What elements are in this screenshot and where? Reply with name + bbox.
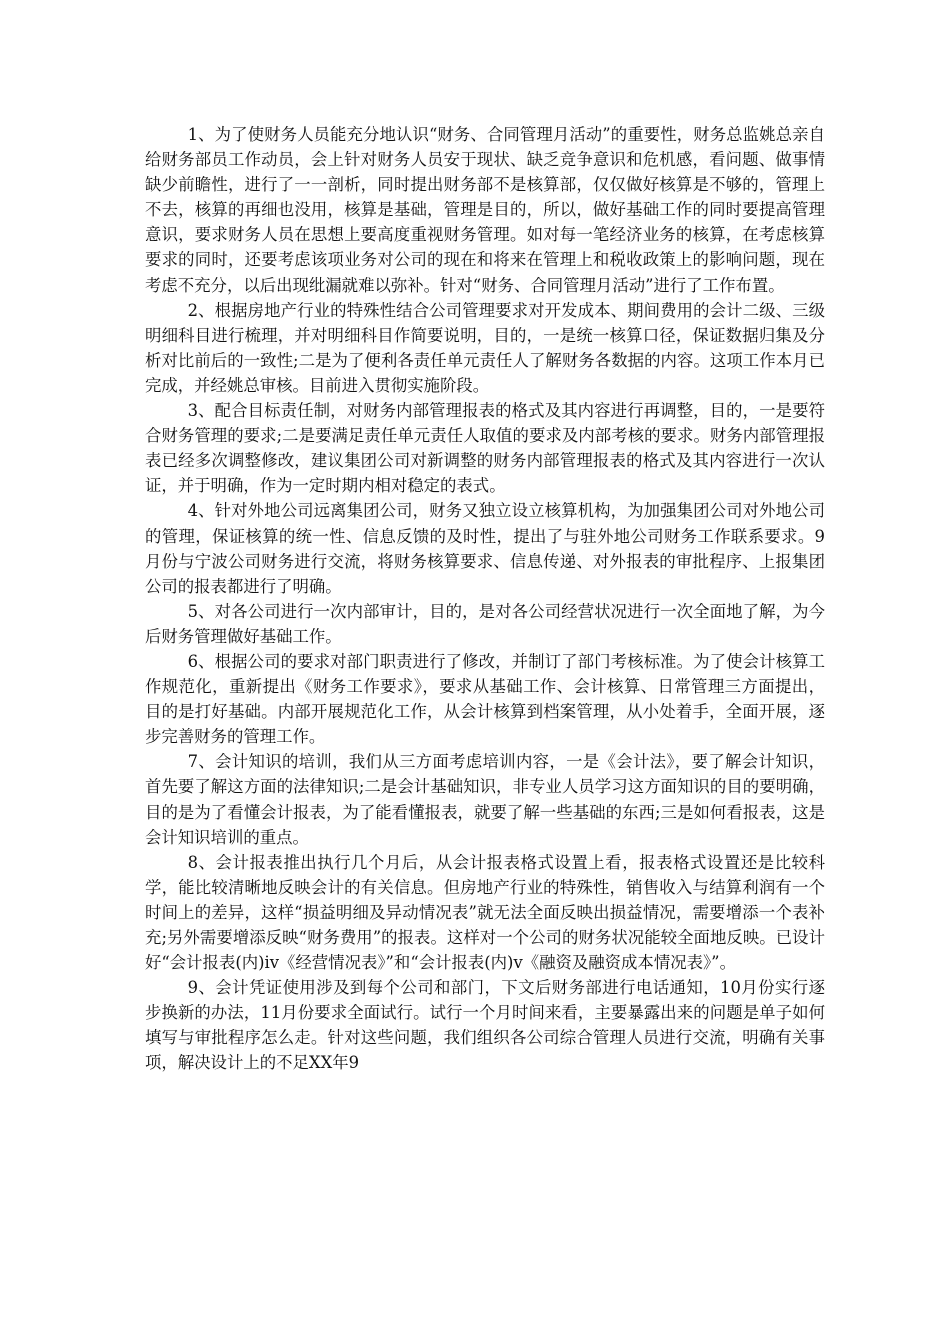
paragraph-6: 6、根据公司的要求对部门职责进行了修改，并制订了部门考核标准。为了使会计核算工作规范化，重新提出《财务工作要求》，要求从基础工作、会计核算、日常管理三方面提出，目的是打好基础。内部开展规范化工作，从会计核算到档案管理，从小处着手，全面开展，逐步完善财务的管理工作。 — [145, 651, 825, 747]
paragraph-3: 3、配合目标责任制，对财务内部管理报表的格式及其内容进行再调整，目的，一是要符合财务管理的要求;二是要满足责任单元责任人取值的要求及内部考核的要求。财务内部管理报表已经多次调整修改，建议集团公司对新调整的财务内部管理报表的格式及其内容进行一次认证，并于明确，作为一定时期内相对稳定的表式。 — [145, 401, 825, 496]
paragraph-1: 1、为了使财务人员能充分地认识“财务、合同管理月活动”的重要性，财务总监姚总亲自给财务部员工作动员，会上针对财务人员安于现状、缺乏竞争意识和危机感，看问题、做事情缺少前瞻性，进行了一一剖析，同时提出财务部不是核算部，仅仅做好核算是不够的，管理上不去，核算的再细也没用，核算是基础，管理是目的，所以，做好基础工作的同时要提高管理意识，要求财务人员在思想上要高度重视财务管理。如对每一笔经济业务的核算，在考虑核算要求的同时，还要考虑该项业务对公司的现在和将来在管理上和税收政策上的影响问题，现在考虑不充分，以后出现纰漏就难以弥补。针对“财务、合同管理月活动”进行了工作布置。 — [145, 125, 825, 295]
document-body — [145, 122, 825, 1076]
paragraph-2: 2、根据房地产行业的特殊性结合公司管理要求对开发成本、期间费用的会计二级、三级明细科目进行梳理，并对明细科目作简要说明，目的，一是统一核算口径，保证数据归集及分析对比前后的一致性;二是为了便利各责任单元责任人了解财务各数据的内容。这项工作本月已完成，并经姚总审核。目前进入贯彻实施阶段。 — [145, 300, 825, 395]
paragraph-7: 7、会计知识的培训，我们从三方面考虑培训内容，一是《会计法》，要了解会计知识，首先要了解这方面的法律知识;二是会计基础知识，非专业人员学习这方面知识的目的要明确，目的是为了看懂会计报表，为了能看懂报表，就要了解一些基础的东西;三是如何看报表，这是会计知识培训的重点。 — [145, 752, 825, 847]
paragraph-9: 9、会计凭证使用涉及到每个公司和部门，下文后财务部进行电话通知，10月份实行逐步换新的办法，11月份要求全面试行。试行一个月时间来看，主要暴露出来的问题是单子如何填写与审批程序怎么走。针对这些问题，我们组织各公司综合管理人员进行交流，明确有关事项，解决设计上的不足XX年9 — [145, 978, 825, 1073]
paragraph-5: 5、对各公司进行一次内部审计，目的，是对各公司经营状况进行一次全面地了解，为今后财务管理做好基础工作。 — [145, 601, 825, 646]
paragraph-8: 8、会计报表推出执行几个月后，从会计报表格式设置上看，报表格式设置还是比较科学，能比较清晰地反映会计的有关信息。但房地产行业的特殊性，销售收入与结算利润有一个时间上的差异，这样“损益明细及异动情况表”就无法全面反映出损益情况，需要增添一个表补充;另外需要增添反映“财务费用”的报表。这样对一个公司的财务状况能较全面地反映。已设计好“会计报表(内)iv《经营情况表》”和“会计报表(内)v《融资及融资成本情况表》”。 — [145, 852, 825, 973]
paragraph-4: 4、针对外地公司远离集团公司，财务又独立设立核算机构，为加强集团公司对外地公司的管理，保证核算的统一性、信息反馈的及时性，提出了与驻外地公司财务工作联系要求。9月份与宁波公司财务进行交流，将财务核算要求、信息传递、对外报表的审批程序、上报集团公司的报表都进行了明确。 — [145, 501, 825, 596]
